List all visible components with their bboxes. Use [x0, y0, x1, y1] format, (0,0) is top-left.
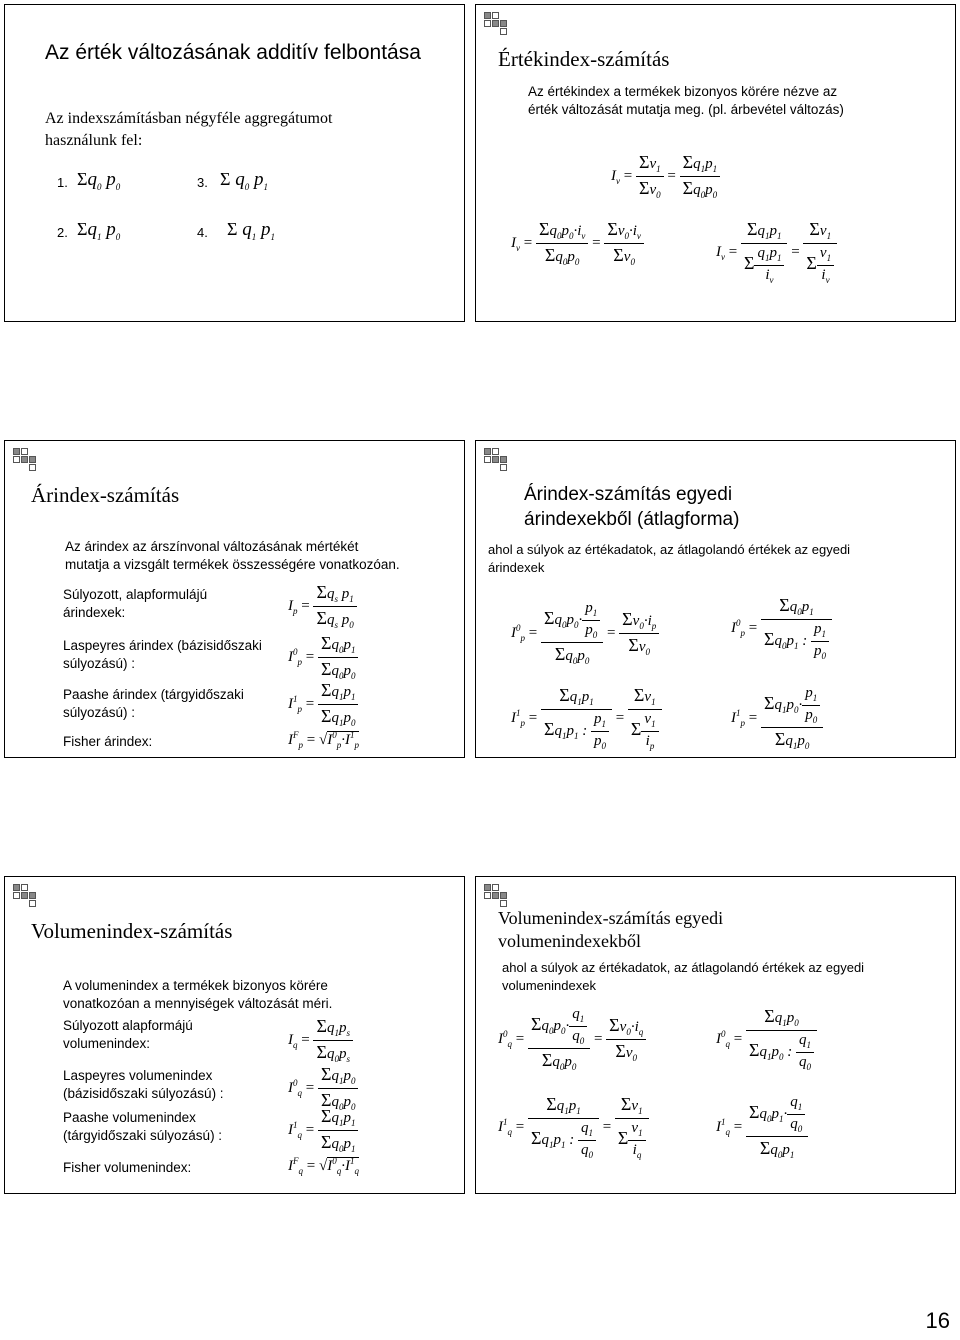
page-number: 16 [925, 1308, 950, 1333]
label-fisher: Fisher árindex: [63, 734, 153, 749]
label-paasche: Paashe árindex (tárgyidőszaki súlyozású) : [63, 687, 244, 721]
list-item-number: 1. [57, 175, 68, 190]
formula-q1p1: Σ $q_1$ $p_1$ [227, 219, 275, 242]
formula-volume-laspeyres: $I^0_q$ = $\frac{\Sigma q_1p_0}{\Sigma q_0p_0}$ [288, 1065, 358, 1112]
slide-volume-index-average [475, 876, 956, 1194]
slide-price-index-average [475, 440, 956, 758]
slide-text: ahol a súlyok az értékadatok, az átlagolandó értékek az egyedi árindexek [488, 542, 851, 575]
logo-icon [13, 884, 41, 906]
formula-weighted-price: $I_p$ = $\frac{\Sigma q_s p_1}{\Sigma q_s p_0}$ [288, 583, 357, 630]
logo-icon [484, 12, 512, 34]
logo-icon [13, 448, 41, 470]
formula-paasche: $I^1_p$ = $\frac{\Sigma q_1p_1}{\Sigma q_1p_0}$ [288, 681, 358, 728]
formula-fisher: $I^F_p = √I^0_p\cdot I^1_p$ [288, 730, 359, 750]
formula-volume-paasche-harmonic: $I^1_q$ = $\Sigma q_1p_1$ $\Sigma q_1p_1$ : $\frac{q_1}{q_0}$ = $\Sigma v_1$ Σ $\frac{v_1}{i_q}$ [498, 1095, 649, 1160]
slide-title: Árindex-számítás egyedi árindexekből (átlagforma) [524, 484, 740, 530]
slide-price-index [4, 440, 465, 758]
formula-paasche-arithmetic: $I^1_p$ = $\Sigma q_1p_0\cdot$ $\frac{p_1}{p_0}$ $\Sigma q_1p_0$ [731, 686, 823, 751]
formula-volume-paasche-arithmetic: $I^1_q$ = $\Sigma q_0p_1\cdot$ $\frac{q_1}{q_0}$ $\Sigma q_0p_1$ [716, 1095, 808, 1160]
formula-volume-laspeyres-average: $I^0_q$ = $\Sigma q_0p_0\cdot$ $\frac{q_1}{q_0}$ $\Sigma q_0p_0$ = $\frac{\Sigma v_0\cdot i_q}{\Sigma v_0}$ [498, 1007, 646, 1072]
logo-icon [484, 448, 512, 470]
formula-laspeyres: $I^0_p$ = $\frac{\Sigma q_0p_1}{\Sigma q_0p_0}$ [288, 634, 358, 681]
slide-text: Az értékindex a termékek bizonyos körére nézve az érték változását mutatja meg. (pl. árbevétel változás) [528, 84, 844, 118]
label-fisher: Fisher volumenindex: [63, 1160, 192, 1175]
slide-intro: Az indexszámításban négyféle aggregátumot használunk fel: [45, 110, 333, 149]
slide-intro: Az árindex az árszínvonal változásának mértékét mutatja a vizsgált termékek összességére vonatkozóan. [65, 539, 400, 573]
formula-value-index: $I_v$ = $\frac{\Sigma v_1}{\Sigma v_0}$ = $\frac{\Sigma q_1p_1}{\Sigma q_0p_0}$ [611, 153, 720, 200]
label-laspeyres: Laspeyres volumenindex (bázisidőszaki súlyozású) : [63, 1068, 224, 1102]
formula-weighted-volume: $I_q$ = $\frac{\Sigma q_1p_s}{\Sigma q_0p_s}$ [288, 1017, 353, 1064]
formula-value-index-harmonic: $I_v$ = $\Sigma q_1p_1$ Σ $\frac{q_1p_1}{i_v}$ = $\Sigma v_1$ Σ $\frac{v_1}{i_v}$ [716, 220, 837, 285]
list-item-number: 4. [197, 225, 208, 240]
slide-value-index [475, 4, 956, 322]
slide-title: Volumenindex-számítás egyedi volumenindexekből [498, 908, 724, 952]
slide-title: Árindex-számítás [31, 483, 180, 507]
label-weighted: Súlyozott alapformájú volumenindex: [63, 1018, 193, 1052]
formula-volume-laspeyres-harmonic: $I^0_q$ = $\Sigma q_1p_0$ $\Sigma q_1p_0$ : $\frac{q_1}{q_0}$ [716, 1007, 817, 1072]
slide-intro: A volumenindex a termékek bizonyos körére vonatkozóan a mennyiségek változását méri. [63, 978, 333, 1012]
formula-q1p0: $\Sigma q_1$ $p_0$ [77, 219, 121, 242]
logo-icon [484, 884, 512, 906]
label-laspeyres: Laspeyres árindex (bázisidőszaki súlyozású) : [63, 638, 262, 672]
list-item-number: 3. [197, 175, 208, 190]
label-weighted: Súlyozott, alapformulájú árindexek: [63, 587, 208, 621]
list-item-number: 2. [57, 225, 68, 240]
slide-title: Volumenindex-számítás [31, 919, 233, 943]
slide-title: Az érték változásának additív felbontása [45, 41, 421, 64]
slide-volume-index [4, 876, 465, 1194]
formula-paasche-average-alt: $I^0_p$ = $\Sigma q_0p_1$ $\Sigma q_0p_1$ : $\frac{p_1}{p_0}$ [731, 596, 832, 661]
slide-title: Értékindex-számítás [498, 47, 670, 71]
formula-q0p1: Σ $q_0$ $p_1$ [220, 169, 268, 192]
formula-value-index-aggregate: $I_v$ = $\frac{\Sigma q_0p_0\cdot i_v}{\Sigma q_0p_0}$ = $\frac{\Sigma v_0\cdot i_v}{\Sigma v_0}$ [511, 220, 644, 267]
label-paasche: Paashe volumenindex (tárgyidőszaki súlyozású) : [63, 1110, 223, 1144]
slide-text: ahol a súlyok az értékadatok, az átlagolandó értékek az egyedi volumenindexek [502, 960, 865, 993]
formula-volume-paasche: $I^1_q$ = $\frac{\Sigma q_1p_1}{\Sigma q_0p_1}$ [288, 1107, 358, 1154]
slide-additive-decomposition [4, 4, 465, 322]
formula-laspeyres-average: $I^0_p$ = $\Sigma q_0p_0\cdot$ $\frac{p_1}{p_0}$ $\Sigma q_0p_0$ = $\frac{\Sigma v_0\cdot i_p}{\Sigma v_0}$ [511, 601, 659, 666]
formula-volume-fisher: $I^F_q = √I^0_q\cdot I^1_q$ [288, 1156, 359, 1176]
formula-paasche-harmonic: $I^1_p$ = $\Sigma q_1p_1$ $\Sigma q_1p_1$ : $\frac{p_1}{p_0}$ = $\Sigma v_1$ Σ $\frac{v_1}{i_p}$ [511, 686, 662, 751]
formula-q0p0: $\Sigma q_0$ $p_0$ [77, 169, 121, 192]
